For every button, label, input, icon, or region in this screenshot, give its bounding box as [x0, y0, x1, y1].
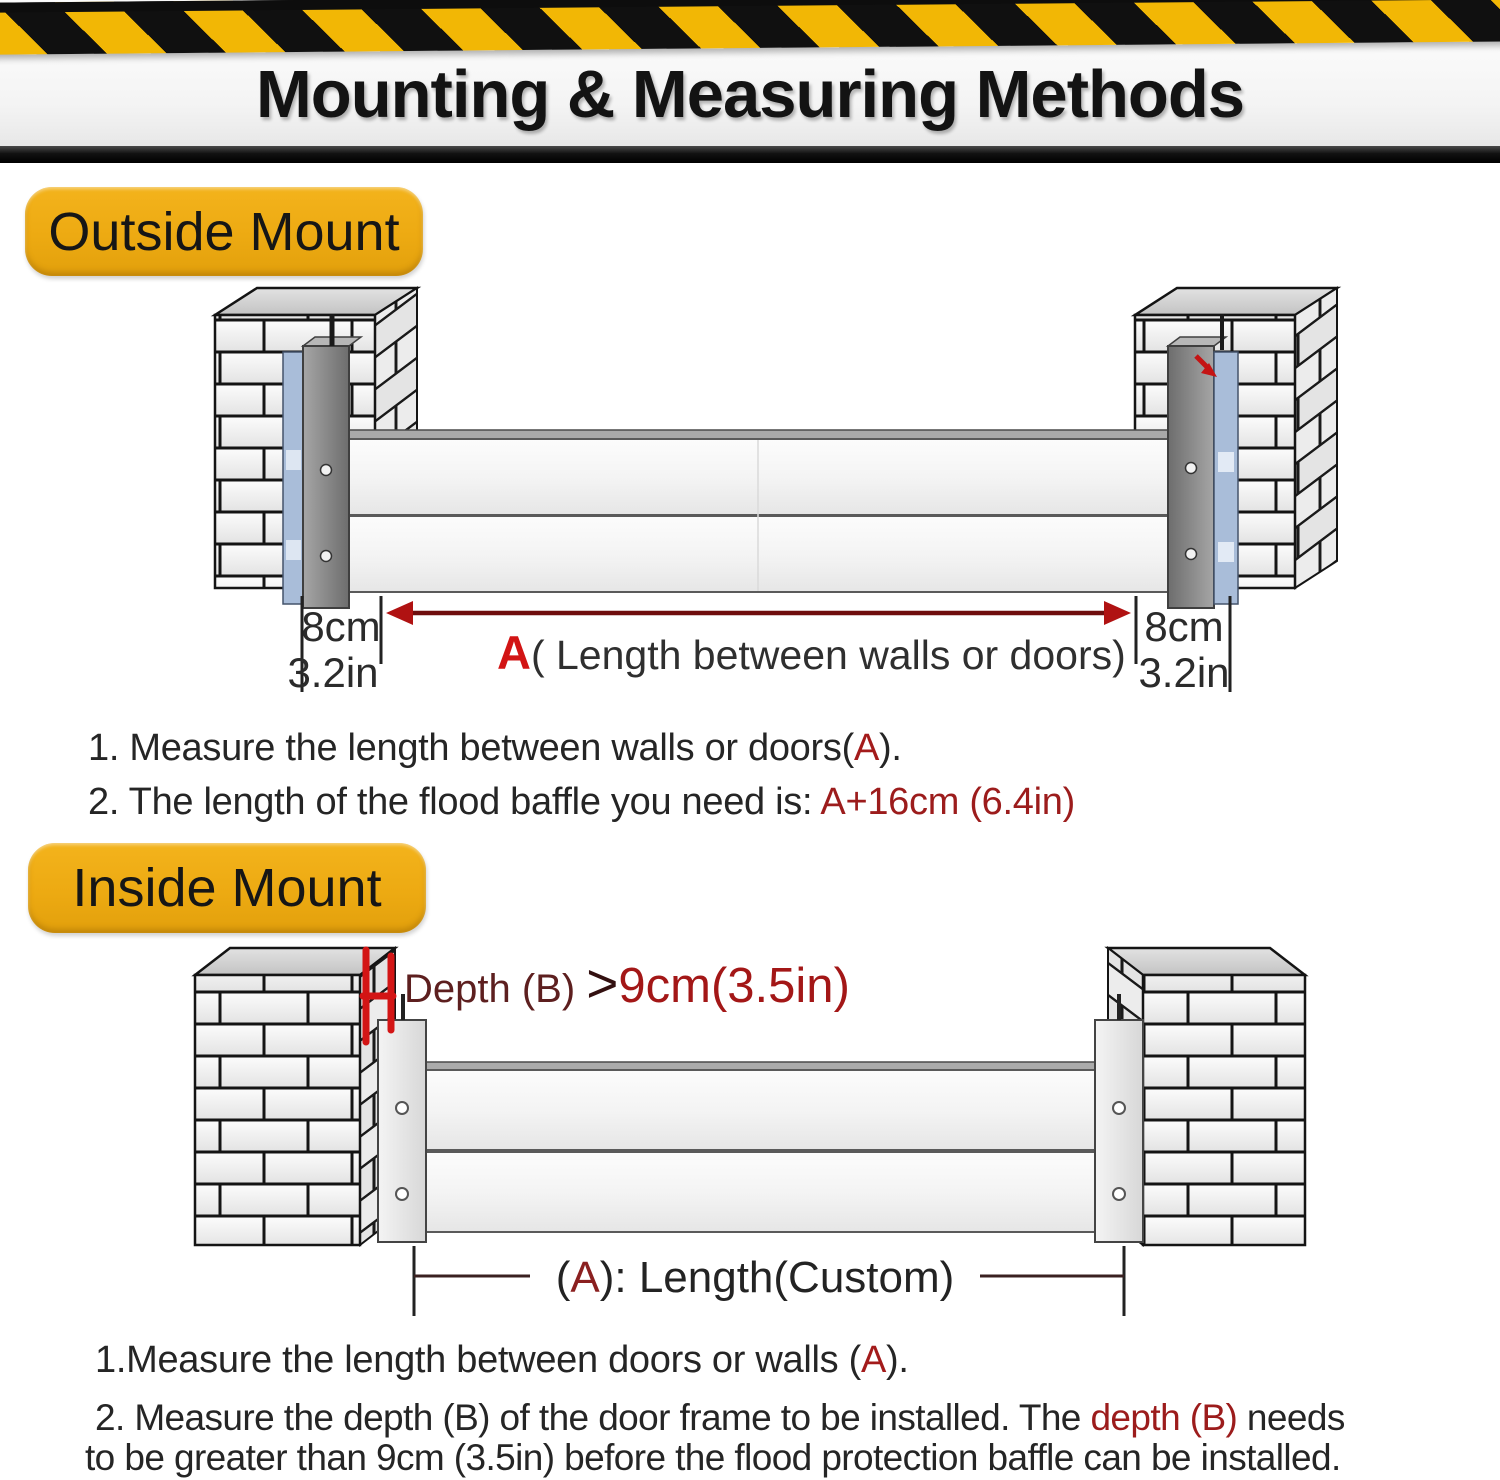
- outside-step-1: 1. Measure the length between walls or doors(A).: [88, 727, 902, 769]
- mounting-channel-right-2: [1095, 994, 1143, 1242]
- gasket-strip-right: [1214, 352, 1238, 604]
- barrier2-panel-top: [426, 1070, 1095, 1150]
- outside-step-2: 2. The length of the flood baffle you need is: A+16cm (6.4in): [88, 781, 1075, 823]
- inside-measurement: [414, 1246, 1124, 1316]
- left-offset-in: 3.2in: [287, 649, 379, 696]
- arrowhead-right-icon: [1104, 601, 1131, 625]
- flood-barrier-2: [426, 1062, 1095, 1232]
- length-custom-label: (A): Length(Custom): [555, 1253, 955, 1302]
- span-length-label: A( Length between walls or doors): [497, 626, 1126, 679]
- flood-barrier: [349, 430, 1168, 592]
- mounting-channel-left-2: [378, 994, 426, 1242]
- outside-mount-label-text: Outside Mount: [48, 201, 400, 262]
- outside-measurement: [287, 596, 1230, 696]
- highlight-a: A: [853, 727, 879, 769]
- inside-step-2: 2. Measure the depth (B) of the door frame to be installed. The depth (B) needs: [95, 1397, 1345, 1438]
- mounting-channel-left: [283, 314, 361, 608]
- inside-step-1: 1.Measure the length between doors or walls (A).: [95, 1339, 909, 1381]
- barrier2-panel-bottom: [426, 1152, 1095, 1232]
- gasket-strip-left: [283, 352, 305, 604]
- right-offset-in: 3.2in: [1138, 649, 1230, 696]
- highlight-depth-b: depth (B): [1090, 1397, 1238, 1438]
- depth-annotation: Depth (B) >9cm(3.5in): [404, 952, 850, 1014]
- left-offset-cm: 8cm: [301, 603, 381, 650]
- inside-diagram: [195, 948, 1305, 1316]
- page-title: Mounting & Measuring Methods: [255, 57, 1245, 132]
- arrowhead-left-icon: [386, 601, 413, 625]
- highlight-a16: A+16cm (6.4in): [820, 781, 1075, 823]
- inside-step-2-cont: to be greater than 9cm (3.5in) before the flood protection baffle can be installed.: [85, 1437, 1341, 1478]
- right-offset-cm: 8cm: [1144, 603, 1224, 650]
- outside-diagram: [215, 288, 1337, 696]
- inside-mount-label-text: Inside Mount: [72, 858, 382, 918]
- mounting-channel-right: [1168, 314, 1238, 608]
- highlight-a2: A: [860, 1339, 886, 1381]
